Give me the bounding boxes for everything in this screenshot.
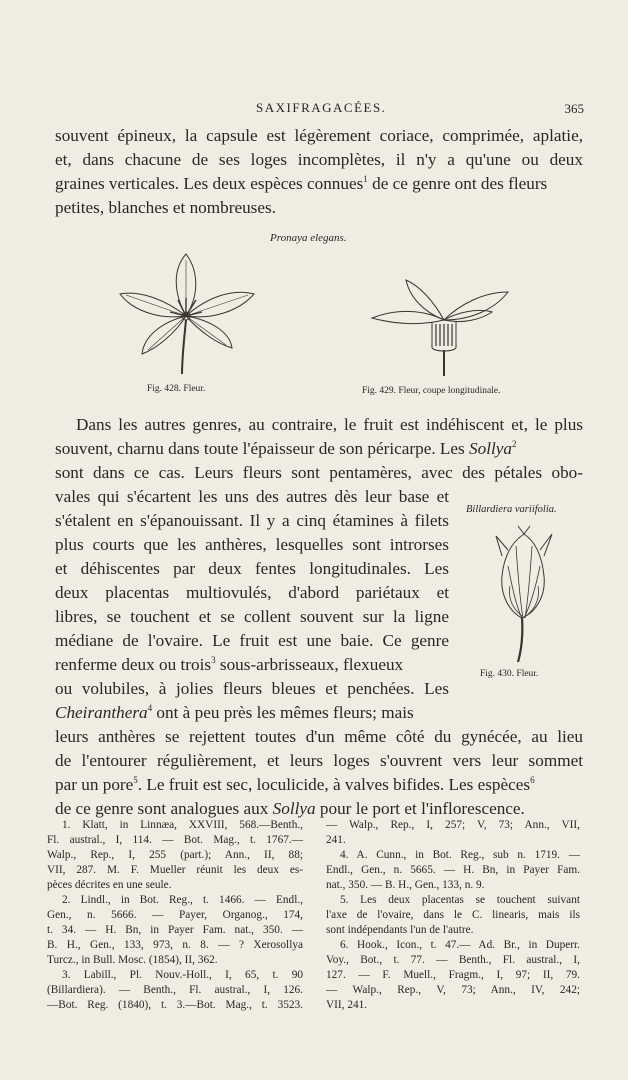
footnote-line: (Billardiera). — Benth., Fl. austral., I, 126.	[47, 984, 303, 996]
text-span: ont à peu près les mêmes fleurs; mais	[152, 703, 414, 722]
footnote-line: Voy., Bot., t. 77. — Benth., Fl. austral., I,	[326, 954, 580, 966]
footnote-line: 3. Labill., Pl. Nouv.-Holl., I, 65, t. 90	[62, 969, 303, 981]
text-line	[55, 653, 449, 677]
footnote-ref: 6	[530, 775, 535, 785]
text-line	[55, 172, 583, 196]
text-line: et déhiscentes par deux fentes longitudinales. Les	[55, 559, 449, 578]
text-line: Dans les autres genres, au contraire, le fruit est indéhiscent et, le plus	[76, 415, 583, 434]
text-span: sous-arbrisseaux, flexueux	[215, 655, 404, 674]
figure-title: Pronaya elegans.	[270, 232, 347, 244]
footnote-line: VII, 241.	[326, 999, 368, 1011]
footnote-line: l'axe de l'ovaire, dans le C. linearis, mais ils	[326, 909, 580, 921]
text-span: de ce genre ont des fleurs	[367, 174, 548, 193]
footnote-line: VII, 287. M. F. Mueller réunit les deux es-	[47, 864, 303, 876]
footnote-line: 6. Hook., Icon., t. 47.— Ad. Br., in Duperr.	[340, 939, 580, 951]
footnote-line: Endl., Gen., n. 5665. — H. Bn, in Payer Fam.	[326, 864, 580, 876]
footnote-ref: 3	[211, 655, 216, 665]
footnote-ref: 5	[133, 775, 138, 785]
genus-name: Cheiranthera	[55, 703, 148, 722]
footnote-line: Fl. austral., I, 114. — Bot. Mag., t. 1767.—	[47, 834, 303, 846]
text-line: médiane de l'ovaire. Le fruit est une baie. Ce genre	[55, 631, 449, 650]
fig-429-flower-section-illustration	[368, 278, 516, 378]
text-line	[55, 437, 583, 461]
genus-name: Sollya	[469, 439, 512, 458]
fig-428-caption: Fig. 428. Fleur.	[147, 384, 206, 394]
text-line: s'étalent en s'épanouissant. Il y a cinq étamines à filets	[55, 511, 449, 530]
text-line: petites, blanches et nombreuses.	[55, 198, 276, 217]
text-span: souvent, charnu dans toute l'épaisseur de son péricarpe. Les	[55, 439, 470, 458]
footnote-line: 5. Les deux placentas se touchent suivant	[340, 894, 580, 906]
text-line: deux placentas multiovulés, d'abord pariétaux et	[55, 583, 449, 602]
footnote-line: nat., 350. — B. H., Gen., 133, n. 9.	[326, 879, 485, 891]
text-line: leurs anthères se rejettent toutes d'un même côté du gynécée, au lieu	[55, 727, 583, 746]
text-line: plus courts que les anthères, lesquelles sont introrses	[55, 535, 449, 554]
footnote-line: pèces décrites en une seule.	[47, 879, 172, 891]
footnote-ref: 2	[512, 439, 517, 449]
fig-430-caption: Fig. 430. Fleur.	[480, 669, 539, 679]
genus-name: Sollya	[272, 799, 316, 818]
footnote-line: 2. Lindl., in Bot. Reg., t. 1466. — Endl.,	[62, 894, 303, 906]
text-span: pour le port et l'inflorescence.	[315, 799, 525, 818]
text-line: ou volubiles, à jolies fleurs bleues et penchées. Les	[55, 679, 449, 698]
footnote-line: —Bot. Reg. (1840), t. 3.—Bot. Mag., t. 3523.	[47, 999, 303, 1011]
text-line: libres, se touchent et se collent souvent sur la ligne	[55, 607, 449, 626]
text-line: souvent épineux, la capsule est légèrement coriace, comprimée, aplatie,	[55, 126, 583, 145]
text-span: . Le fruit est sec, loculicide, à valves bifides. Les espèces	[137, 775, 531, 794]
footnote-line: Walp., Rep., I, 255 (part.); Ann., II, 88;	[47, 849, 303, 861]
text-line: et, dans chacune de ses loges incomplètes, il n'y a qu'une ou deux	[55, 150, 583, 169]
footnote-line: B. H., Gen., 133, 973, n. 8. — ? Xerosollya	[47, 939, 303, 951]
text-span: graines verticales. Les deux espèces connues	[55, 174, 364, 193]
fig-429-caption: Fig. 429. Fleur, coupe longitudinale.	[362, 386, 501, 396]
footnote-line: 127. — F. Muell., Fragm., I, 97; II, 79.	[326, 969, 580, 981]
footnote-line: Gen., n. 5666. — Payer, Organog., 174,	[47, 909, 303, 921]
text-line	[55, 701, 449, 725]
footnote-line: — Walp., Rep., I, 257; V, 73; Ann., VII,	[326, 819, 580, 831]
fig-430-flower-illustration	[494, 526, 554, 666]
footnote-line: 4. A. Cunn., in Bot. Reg., sub n. 1719. —	[340, 849, 580, 861]
text-span: de ce genre sont analogues aux	[55, 799, 273, 818]
footnote-ref: 1	[363, 174, 368, 184]
fig-428-flower-illustration	[112, 250, 262, 378]
footnote-line: sont indépendants l'un de l'autre.	[326, 924, 474, 936]
footnote-line: Turcz., in Bull. Mosc. (1854), II, 362.	[47, 954, 218, 966]
text-line: sont dans ce cas. Leurs fleurs sont pentamères, avec des pétales obo-	[55, 463, 583, 482]
running-title: SAXIFRAGACÉES.	[256, 100, 387, 115]
text-line: vales qui s'écartent les uns des autres dès leur base et	[55, 487, 449, 506]
running-head	[0, 100, 628, 120]
text-line: de l'entourer régulièrement, et leurs loges s'ouvrent vers leur sommet	[55, 751, 583, 770]
text-line	[55, 773, 583, 797]
footnote-ref: 4	[147, 703, 153, 713]
footnote-line: t. 34. — H. Bn, in Payer Fam. nat., 350. —	[47, 924, 303, 936]
page-number: 365	[564, 101, 584, 116]
footnote-line: 1. Klatt, in Linnæa, XXVIII, 568.—Benth.,	[62, 819, 303, 831]
text-span: par un pore	[55, 775, 134, 794]
side-figure-title: Billardiera variifolia.	[466, 504, 557, 515]
footnote-line: 241.	[326, 834, 346, 846]
text-span: renferme deux ou trois	[55, 655, 212, 674]
footnote-line: — Walp., Rep., V, 73; Ann., IV, 242;	[326, 984, 580, 996]
